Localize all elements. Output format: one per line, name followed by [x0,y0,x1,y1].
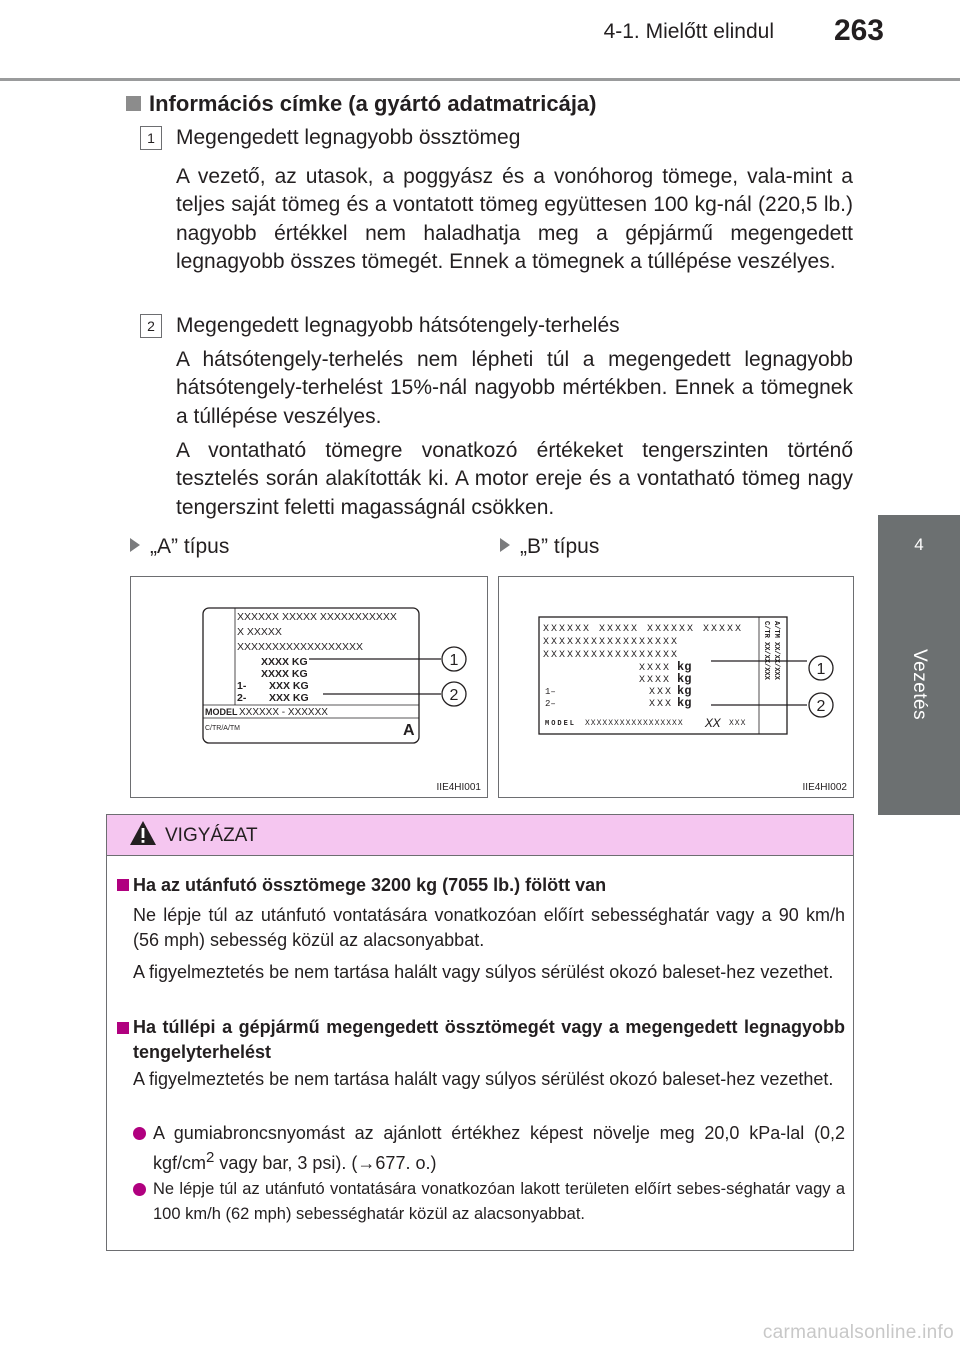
figure-b-label [500,535,599,559]
warning-bullet [153,1121,845,1175]
section-title-text: Információs címke (a gyártó adatmatricája) [149,91,597,116]
magenta-dot-icon [133,1183,146,1201]
item-paragraph: A vontatható tömegre vonatkozó értékeket tengerszinten történő tesztelés során alakították ki. A motor ereje és a vontatható tömeg nagy tengerszint feletti magasságnál csökken. [176,439,853,519]
warning-box [106,814,854,1251]
square-bullet-icon [126,96,141,111]
page-number: 263 [833,14,884,47]
label-b-line: XXXXXX XXXXX XXXXXX XXXXX [543,624,744,635]
figure-a-label [130,535,229,559]
label-b-line: XXX [649,699,674,710]
label-b-line: XXXX [639,675,672,686]
header-rule [0,78,960,81]
figure-a [130,576,488,798]
label-b-illustration [499,577,853,797]
label-b-line: XXXXXXXXXXXXXXXXX [543,650,680,661]
label-a-line: XXXX KG [261,668,308,680]
label-b-unit: kg [677,672,692,686]
warning-block-heading: Ha az utánfutó össztömege 3200 kg (7055 lb.) fölött van [133,875,607,895]
warning-bullet-text: A gumiabroncsnyomást az ajánlott értékhez képest növelje meg 20,0 kPa-lal (0,2 kgf/cm [153,1123,845,1173]
chapter-side-tab-extension [878,649,960,815]
warning-bullet-text: vagy bar, 3 psi). (→677. o.) [214,1152,437,1173]
label-b-line: XXX [649,687,674,698]
label-a-model: MODEL [205,707,238,717]
label-a-line: XXXXXX XXXXX XXXXXXXXXXX [237,611,397,623]
callout-1: 1 [449,652,459,669]
warning-paragraph: A figyelmeztetés be nem tartása halált vagy súlyos sérülést okozó baleset-hez vezethet. [133,1069,834,1089]
label-b-unit: kg [677,660,692,674]
watermark: carmanualsonline.info [762,1322,954,1343]
label-a-line: XXXXXXXXXXXXXXXXXX [237,641,364,653]
label-b-unit: kg [677,684,692,698]
label-b-tail: XX [705,716,721,731]
item-heading: Megengedett legnagyobb össztömeg [176,126,521,149]
item-paragraph: A hátsótengely-terhelés nem lépheti túl a megengedett legnagyobb hátsótengely-terhelést 15%-nál nagyobb mértékben. Ennek a tömegnek a túllépése veszélyes. [176,348,853,428]
label-a-illustration [131,577,487,797]
callout-2: 2 [449,687,459,704]
callout-2: 2 [816,698,826,715]
label-b-model: MODEL [545,720,577,728]
label-b-tail2: XXX [729,719,747,728]
label-a-row-prefix: 2- [237,692,247,704]
magenta-square-icon [117,1021,129,1039]
label-a-line: XXXXXX - XXXXXX [239,707,328,718]
chapter-number: 4 [914,535,924,554]
figure-b-code: IIE4HI002 [802,782,847,793]
callout-1: 1 [816,661,826,678]
magenta-dot-icon [133,1127,146,1145]
warning-bullet: Ne lépje túl az utánfutó vontatására vonatkozóan lakott területen előírt sebes-séghatár vagy a 100 km/h (62 mph) sebességhatár közül az alacsonyabbat. [153,1180,845,1223]
warning-paragraph: Ne lépje túl az utánfutó vontatására vonatkozóan előírt sebességhatár vagy a 90 km/h (56 mph) sebesség közül az alacsonyabbat. [133,905,845,950]
item-number-badge: 1 [140,126,162,150]
warning-triangle-icon [129,819,157,847]
figure-b-label-text: „B” típus [520,535,600,558]
label-a-corner-letter: A [403,722,415,739]
label-a-line: XXX KG [269,692,309,704]
warning-title: VIGYÁZAT [165,825,258,846]
triangle-marker-icon [130,538,140,552]
triangle-marker-icon [500,538,510,552]
label-a-row-prefix: 1- [237,680,247,692]
label-b-unit: kg [677,696,692,710]
warning-paragraph: A figyelmeztetés be nem tartása halált vagy súlyos sérülést okozó baleset-hez vezethet. [133,962,834,982]
magenta-square-icon [117,878,129,896]
label-b-side-col: A/TM XX/XX/XXX [772,621,780,680]
section-title [126,91,597,117]
figure-a-code: IIE4HI001 [436,782,481,793]
label-b-row-prefix: 2– [545,699,556,709]
item-heading: Megengedett legnagyobb hátsótengely-terhelés [176,314,620,337]
label-b-line: XXXXXXXXXXXXXXXXX [543,637,680,648]
label-a-line: X XXXXX [237,626,282,638]
chapter-label [878,595,960,775]
item-paragraph: A vezető, az utasok, a poggyász és a vonóhorog tömege, vala-mint a teljes saját tömeg és a vontatott tömeg együttesen 100 kg-nál (220,5 lb.) nagyobb értékkel nem haladhatja meg a gépjármű megengedett legnagyobb összes tömegét. Ennek a tömegnek a túllépése veszélyes. [176,165,853,274]
label-b-side-col: C/TR XX/XX/XXX [762,621,770,680]
label-a-line: XXX KG [269,680,309,692]
chapter-label-text: Vezetés [909,649,930,721]
label-b-line: XXXX [639,663,672,674]
label-a-line: XXXX KG [261,656,308,668]
item-number-badge: 2 [140,314,162,338]
figure-a-label-text: „A” típus [150,535,230,558]
warning-header [107,815,853,856]
label-b-row-prefix: 1– [545,687,556,697]
label-a-ctr: C/TR/A/TM [205,725,240,732]
superscript: 2 [206,1148,215,1166]
running-header-section: 4-1. Mielőtt elindul [603,20,774,43]
label-b-line: XXXXXXXXXXXXXXXXX [585,719,684,728]
figure-b [498,576,854,798]
warning-block-heading: Ha túllépi a gépjármű megengedett össztömegét vagy a megengedett legnagyobb tengelyterhelést [133,1017,845,1062]
